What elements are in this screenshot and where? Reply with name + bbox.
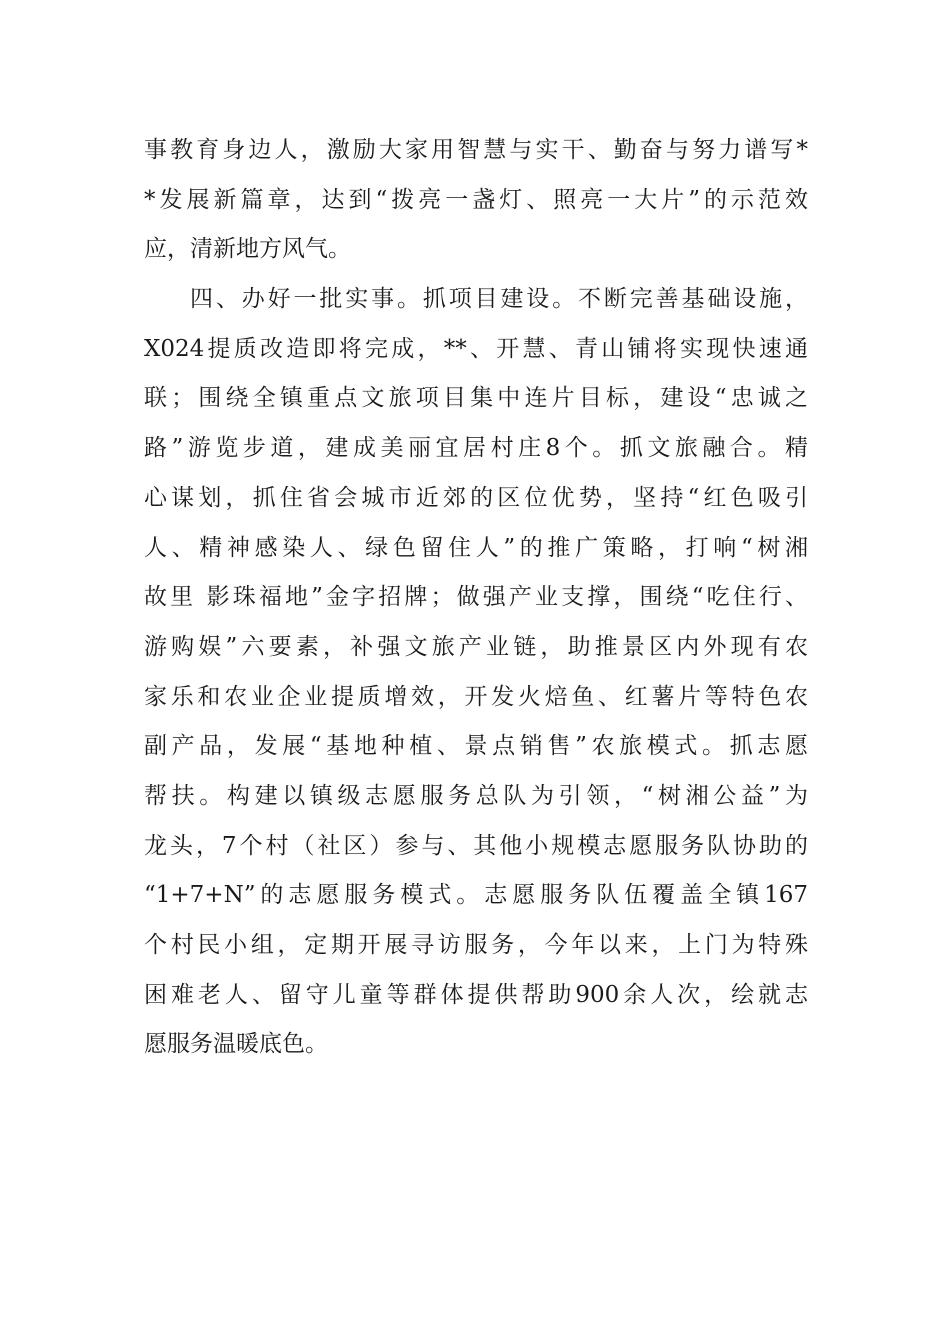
text-line: 心谋划，抓住省会城市近郊的区位优势，坚持“红色吸引 bbox=[144, 484, 808, 511]
text-line: 事教育身边人，激励大家用智慧与实干、勤奋与努力谱写* bbox=[144, 137, 808, 163]
text-line: 路”游览步道，建成美丽宜居村庄8个。抓文旅融合。精 bbox=[144, 435, 808, 462]
text-line: 人、精神感染人、绿色留住人”的推广策略，打响“树湘 bbox=[144, 534, 808, 561]
text-line: 游购娱”六要素，补强文旅产业链，助推景区内外现有农 bbox=[144, 633, 808, 660]
text-line: 个村民小组，定期开展寻访服务，今年以来，上门为特殊 bbox=[144, 932, 808, 958]
text-line: X024提质改造即将完成，**、开慧、青山铺将实现快速通 bbox=[144, 335, 808, 362]
paragraph-start-line: 四、办好一批实事。抓项目建设。不断完善基础设施， bbox=[190, 286, 808, 313]
text-line: 联；围绕全镇重点文旅项目集中连片目标，建设“忠诚之 bbox=[144, 385, 808, 412]
text-line: 副产品，发展“基地种植、景点销售”农旅模式。抓志愿 bbox=[144, 733, 808, 760]
text-line: 家乐和农业企业提质增效，开发火焙鱼、红薯片等特色农 bbox=[144, 683, 808, 710]
text-line: 愿服务温暖底色。 bbox=[144, 1031, 328, 1058]
text-line: 困难老人、留守儿童等群体提供帮助900余人次，绘就志 bbox=[144, 981, 808, 1008]
text-line: 帮扶。构建以镇级志愿服务总队为引领，“树湘公益”为 bbox=[144, 782, 808, 809]
body-text bbox=[144, 126, 808, 1070]
text-line: 龙头，7个村（社区）参与、其他小规模志愿服务队协助的 bbox=[144, 832, 808, 859]
text-line: “1+7+N”的志愿服务模式。志愿服务队伍覆盖全镇167 bbox=[144, 882, 808, 909]
text-line: 故里 影珠福地”金字招牌；做强产业支撑，围绕“吃住行、 bbox=[144, 584, 808, 611]
text-line: 应，清新地方风气。 bbox=[144, 236, 351, 263]
text-line: *发展新篇章，达到“拨亮一盏灯、照亮一大片”的示范效 bbox=[144, 186, 808, 213]
